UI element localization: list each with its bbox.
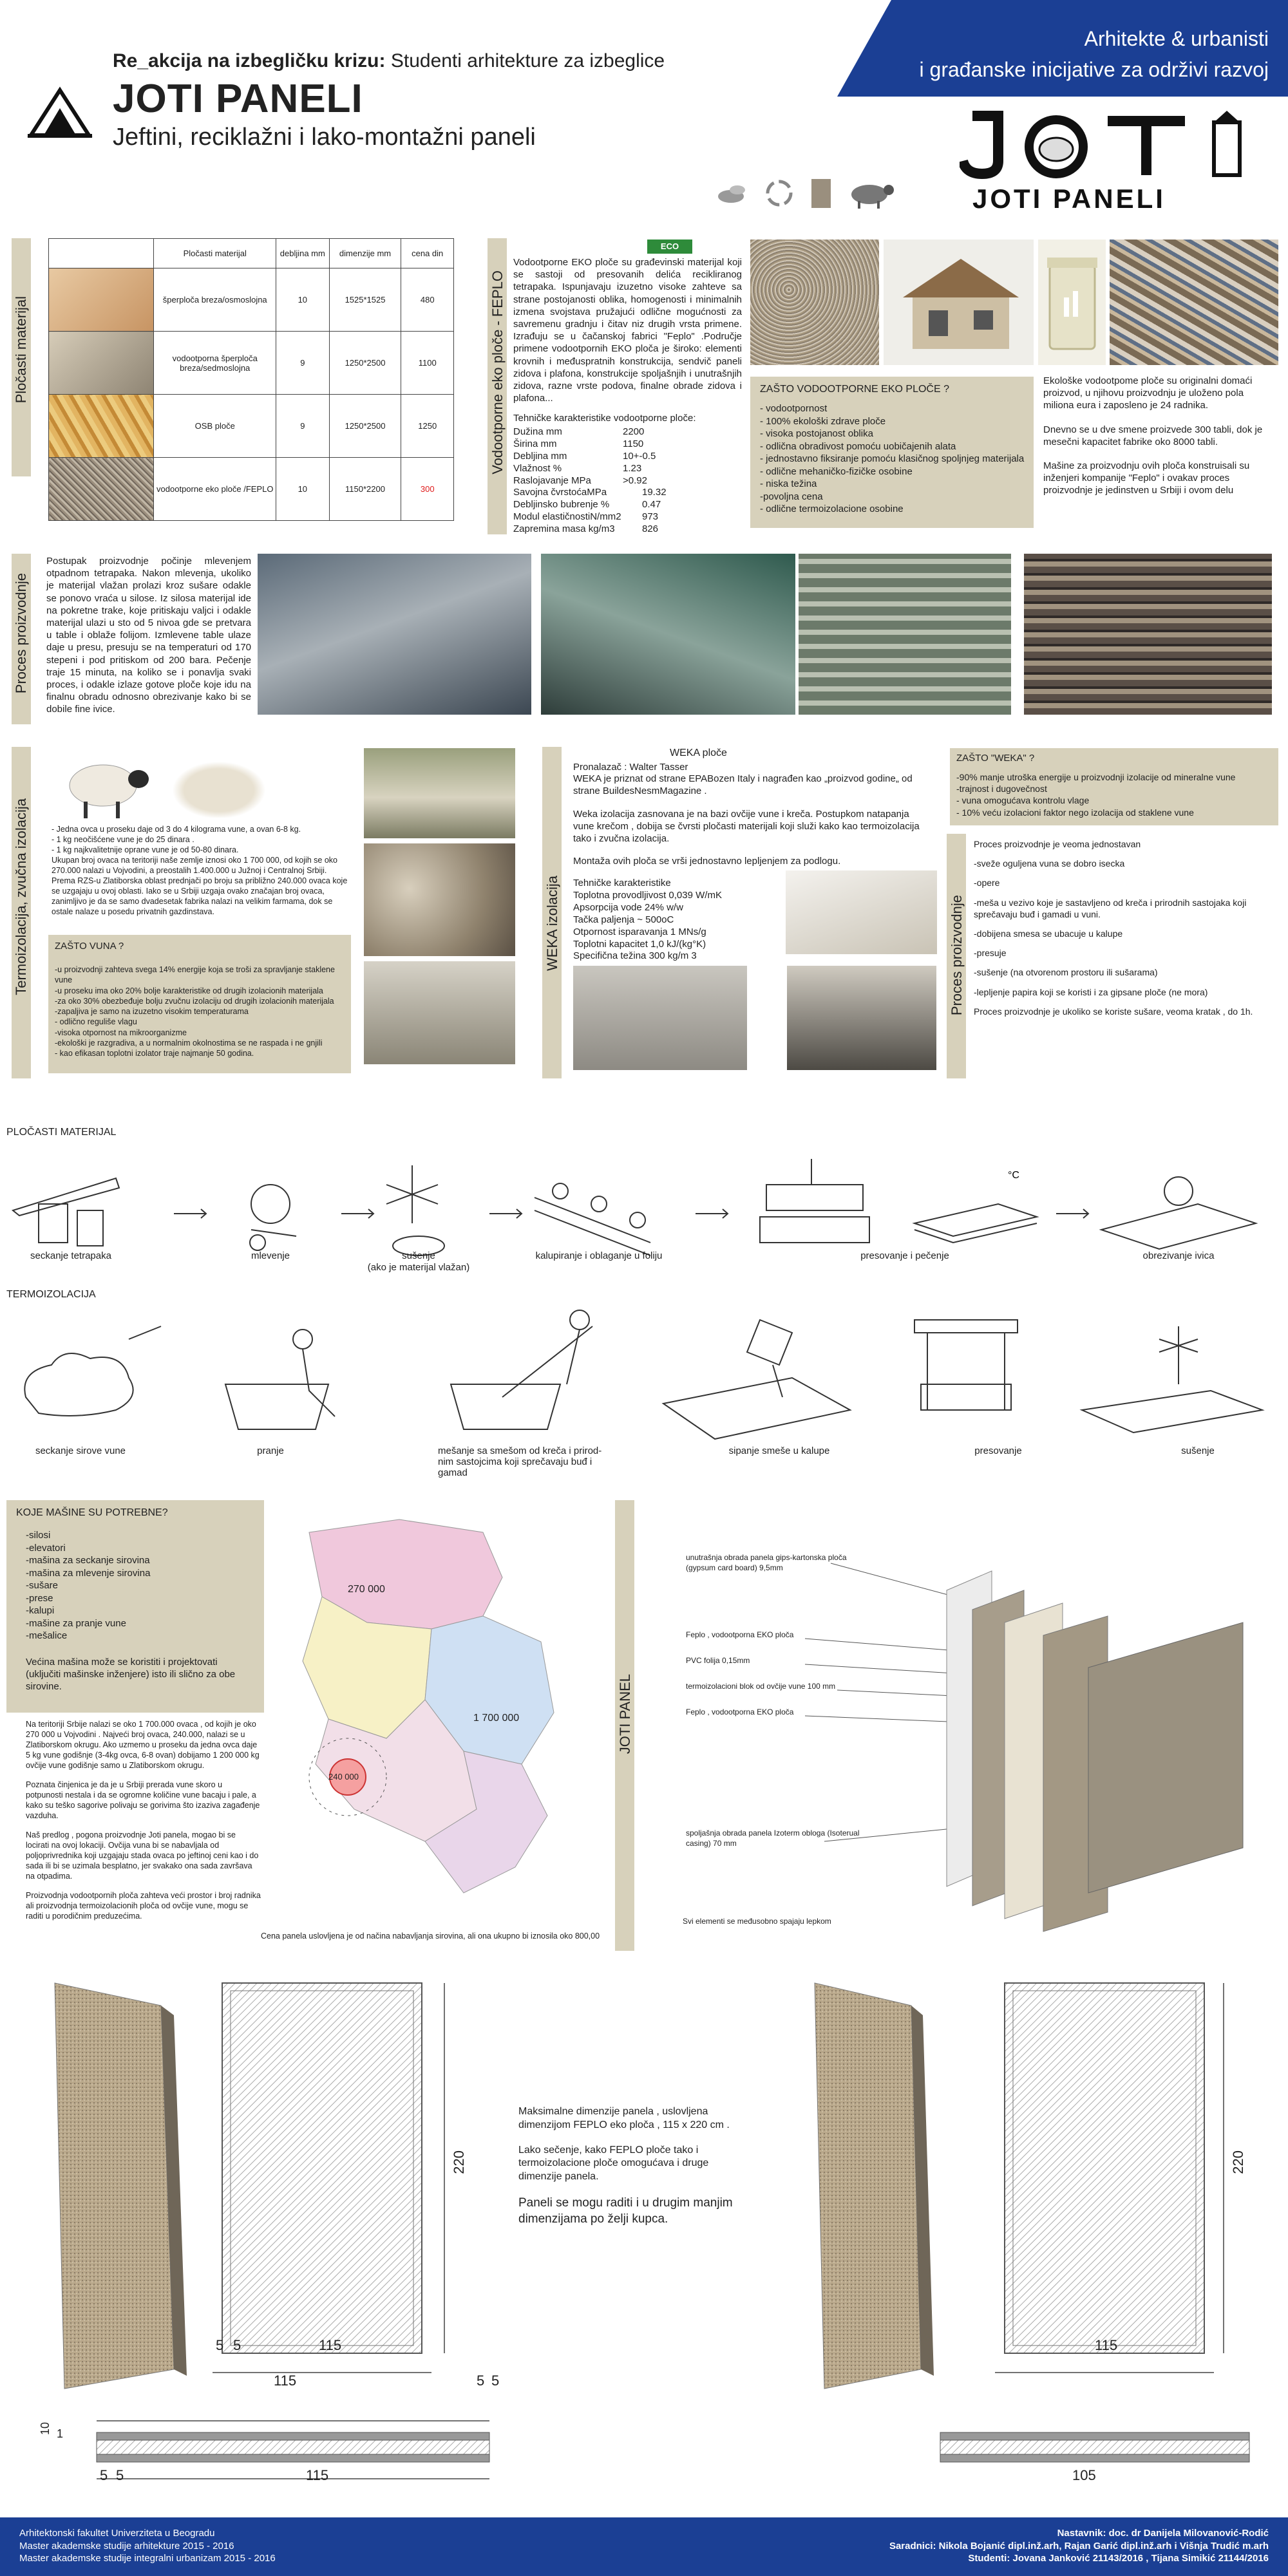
dim-label: 1: [57, 2427, 64, 2440]
serbia-map: [270, 1507, 618, 1925]
layer-label: PVC folija 0,15mm: [686, 1656, 750, 1665]
dim-label: 115: [319, 2337, 342, 2353]
list-item: Otpornost isparavanja 1 MNs/g: [573, 926, 706, 937]
stats-p1: Na teritoriji Srbije nalazi se oko 1 700.000 ovaca , od kojih je oko 270 000 u Vojvodini . Najveći broj ovaca, 240.000, nalazi se u Zlatiborskom okrugu. Ako uzmemo u proseku da jedna ovca daje 5 kg vune godišnje (3-4kg ovca, 6-8 ovan) dobijamo 1 200 000 kg ovčije vune godišnje samo u Zlatiborskom okrugu.: [26, 1720, 260, 1770]
dimensions-p2: Lako sečenje, kako FEPLO ploče tako i termoizolacione ploče omogućava i druge dimenzije panela.: [518, 2144, 709, 2183]
map-central-value: 1 700 000: [473, 1713, 520, 1724]
section1-label: Pločasti materijal: [13, 296, 29, 404]
stats-p4: Proizvodnja vodootpornih ploča zahteva veći prostor i broj radnika ali proizvodnja termoizolacionih ploča od ovčije vune, mogu se raditi u porodičnim preduzećima.: [26, 1891, 261, 1921]
press-icon: [914, 1320, 1018, 1410]
table-row: [49, 458, 454, 521]
footer-left-line: Master akademske studije arhitekture 2015 - 2016: [19, 2540, 234, 2552]
tech-row: Raslojavanje MPa >0.92: [513, 475, 647, 486]
tech-row: Debljinsko bubrenje % 0.47: [513, 499, 661, 511]
tech-row: Vlažnost % 1.23: [513, 462, 642, 474]
table-header-photo: [49, 239, 154, 268]
page-title: JOTI PANELI: [113, 77, 363, 121]
section3-label: Termoizolacija, zvučna izolacija: [13, 798, 29, 995]
dim-label: 105: [1072, 2467, 1096, 2483]
weka-why-title: ZAŠTO "WEKA" ?: [956, 753, 1035, 764]
saw-icon: [1101, 1177, 1256, 1249]
list-item: - 10% veću izolacioni faktor nego izolacija od staklene vune: [956, 807, 1194, 818]
dim-label: 5: [491, 2373, 500, 2389]
list-item: Specifična težina 300 kg/m 3: [573, 950, 697, 962]
feplo-tech-list: [513, 426, 742, 536]
header-line1-rest: Studenti arhitekture za izbeglice: [385, 50, 665, 71]
table-cell: 480: [401, 268, 454, 332]
list-item: -sušenje (na otvorenom prostoru ili sušarama): [974, 967, 1158, 978]
table-cell: 9: [276, 332, 330, 395]
table-cell: 9: [276, 395, 330, 458]
recycle-icon: [768, 182, 791, 205]
machines-list: [26, 1529, 258, 1642]
list-item: Toplotni kapacitet 1,0 kJ/(kg°K): [573, 938, 706, 950]
arrow-icon: [341, 1209, 374, 1218]
list-item: -mešalice: [26, 1630, 68, 1641]
sheep-flock-photo: [364, 748, 515, 838]
list-item: -ekološki je razgradiva, a u normalnim okolnostima se ne raspada i ne gnjili: [55, 1038, 323, 1048]
feplo-label: Vodootporne eko ploče - FEPLO: [489, 270, 506, 475]
footer-left-line: Arhitektonski fakultet Univerziteta u Beogradu: [19, 2528, 215, 2539]
why-list: [760, 402, 1027, 516]
feplo-board-photo: [750, 240, 879, 365]
dim-label: 10: [39, 2422, 52, 2436]
step-caption: mlevenje: [251, 1250, 290, 1261]
step-caption: sušenje: [402, 1250, 435, 1261]
map-vojvodina-value: 270 000: [348, 1584, 385, 1595]
tetrapak-waste-photo: [1110, 240, 1278, 365]
header-line1-bold: Re_akcija na izbegličku krizu:: [113, 50, 386, 71]
dim-label: 5: [100, 2467, 108, 2483]
table-cell: 1250*2500: [329, 395, 401, 458]
step-caption: mešanje sa smešom od kreča i prirod-nim sastojcima koji sprečavaju buđ i gamad: [438, 1445, 602, 1478]
dim-label: 220: [451, 2150, 467, 2174]
table-row: [49, 332, 454, 395]
tech-row: Debljina mm 10+-0.5: [513, 450, 656, 462]
layer-label: Feplo , vodootporna EKO ploča: [686, 1630, 794, 1639]
dryer-icon: [386, 1165, 444, 1255]
arrow-icon: [696, 1209, 728, 1218]
step-caption: kalupiranje i oblaganje u foliju: [535, 1250, 663, 1261]
materials-table: [48, 238, 454, 521]
layer-label: spoljašnja obrada panela Izoterm obloga (Isoterual casing) 70 mm: [686, 1829, 860, 1848]
banner-line1: Arhitekte & urbanisti: [1084, 27, 1269, 50]
arrow-icon: [1056, 1209, 1088, 1218]
panel-elevation-right: [1005, 1983, 1204, 2353]
banner-line2: i građanske inicijative za održivi razvoj: [919, 58, 1269, 81]
arrow-icon: [174, 1209, 206, 1218]
feplo-logo: ECO: [647, 240, 692, 254]
list-item: Apsorpcija vode 24% w/w: [573, 901, 683, 913]
list-item: -dobijena smesa se ubacuje u kalupe: [974, 928, 1123, 939]
osb-photo: [49, 395, 154, 458]
mixing-icon: [451, 1310, 592, 1429]
tech-row: Savojna čvrstoćaMPa 19.32: [513, 487, 667, 498]
tech-row: Modul elastičnostiN/mm2 973: [513, 511, 659, 523]
proc-label: Proces proizvodnje: [949, 895, 965, 1016]
list-item: -90% manje utroška energije u proizvodnji izolacije od mineralne vune: [956, 772, 1236, 782]
feplo-photo: [49, 458, 154, 521]
joti-logo-text: JOTI PANELI: [972, 183, 1166, 214]
sheep-photo: [58, 750, 155, 821]
arrow-icon: [489, 1209, 522, 1218]
joti-letters-icon: [960, 109, 1262, 180]
weka-p3: Montaža ovih ploča se vrši jednostavno lepljenjem za podlogu.: [573, 856, 841, 867]
steps2-title: TERMOIZOLACIJA: [6, 1289, 96, 1300]
plywood-photo: [49, 268, 154, 332]
weka-title: WEKA ploče: [670, 747, 727, 758]
list-item: - vuna omogućava kontrolu vlage: [956, 795, 1090, 806]
feplo-right-text: [1043, 375, 1275, 501]
list-item: - kao efikasan toplotni izolator traje najmanje 50 godina.: [55, 1049, 254, 1058]
tech-row: Širina mm 1150: [513, 438, 644, 449]
feplo-right-p2: Dnevno se u dve smene proizvede 300 tabli, dok je mesečni kapacitet fabrike oko 8000 tabli.: [1043, 424, 1263, 447]
drying-panel-icon: [1082, 1326, 1262, 1433]
list-item: - 1 kg neočišćene vune je do 25 dinara .: [52, 835, 194, 844]
weka-p1: WEKA je priznat od strane EPABozen Italy i nagrađen kao „proizvod godine„ od strane BuildesNesmMagazine .: [573, 773, 913, 797]
map-caption: Cena panela uslovljena je od načina nabavljanja sirovina, ali ona ukupno bi iznosila oko 800,00: [261, 1932, 600, 1941]
steps1-title: PLOČASTI MATERIJAL: [6, 1127, 117, 1138]
section2-text: Postupak proizvodnje počinje mlevenjem otpadnom tetrapaka. Nakon mlevenja, ukoliko je materijal vlažan prolazi kroz sušare odakle se ponovo vraća u silose. Iz silosa materijal ide na pokretne trake, koje pritiskaju valjci i odakle materijal ulazi u sto od 5 nivoa gde se pretvara u table i oblaže folijom. Izmlevene table ulaze daje u presu, presuju se na temperaturi od 170 stepeni i pod pritiskom od 200 bara. Pečenje traje 15 minuta, na koliko se i ponavlja svaki proces, i odakle izlaze gotove ploče koje idu na finalnu obradu odnosno obrezivanje kako bi se dobile fine ivice.: [46, 556, 251, 715]
layers-note: Svi elementi se međusobno spajaju lepkom: [683, 1917, 831, 1926]
joti-panel-label: JOTI PANEL: [617, 1674, 633, 1754]
step-caption: (ako je materijal vlažan): [367, 1262, 470, 1273]
table-row: [49, 268, 454, 332]
step-caption: presovanje: [974, 1445, 1022, 1456]
table-row: [49, 395, 454, 458]
table-header: debljina mm: [276, 239, 330, 268]
table-cell: 10: [276, 458, 330, 521]
list-item: -elevatori: [26, 1542, 66, 1554]
step-caption: pranje: [257, 1445, 284, 1456]
list-item: -mašine za pranje vune: [26, 1617, 126, 1629]
list-item: -kalupi: [26, 1605, 55, 1616]
weka-inventor: Pronalazač : Walter Tasser: [573, 762, 688, 773]
table-cell: OSB ploče: [154, 395, 276, 458]
panel-drawings: [0, 1970, 1288, 2505]
list-item: - 100% ekološki zdrave ploče: [760, 415, 886, 427]
map-zlatibor-value: 240 000: [328, 1772, 359, 1782]
panel-section-2: [940, 2432, 1249, 2440]
list-item: -mašina za mlevenje sirovina: [26, 1567, 151, 1579]
joti-logo: [960, 109, 1262, 214]
factory-photo-3: [799, 554, 1011, 715]
weka-installation-photo: [573, 966, 747, 1070]
recycle-bin-photo: [1038, 240, 1106, 365]
proc-list: [974, 838, 1276, 1017]
stats-p2: Poznata činjenica je da je u Srbiji prerada vune skoro u potpunosti nestala i da se ogromne količine vune bacaju i pale, a kako su teško sagorive polivaju se gorivima što izaziva zagađenje vazduha.: [26, 1780, 260, 1820]
list-item: -u proizvodnji zahteva svega 14% energije koja se troši za spravljanje staklene vune: [55, 965, 335, 985]
table-header-row: [49, 239, 454, 268]
list-item: Ukupan broj ovaca na teritoriji naše zemlje iznosi oko 1 700 000, od kojih se oko 270.000 nalazi u Vojvodini, a preostalih 1.400.000 u Južnoj i Centralnoj Srbiji. Prema RZS-u Zlatiborska oblast prednjači po broju sa približno 240.000 ovaca koje se uzgajaju u ovoj oblasti. Iako se u Srbiji uzgaja ovako značajan broj ovaca, zanimljivo je da se samo dvadesetak fabrika nalazi na velikim farmama, dok se ostale nalaze u posedu privatnih gazdinstava.: [52, 856, 348, 916]
factory-photo-4: [1024, 554, 1272, 715]
list-item: -meša u vezivo koje je sastavljeno od kreča i prirodnih sastojaka koji sprečavaju buđ i gamadi u vuni.: [974, 897, 1247, 919]
board-stack-icon: [914, 1204, 1037, 1243]
dim-label: 220: [1230, 2150, 1246, 2174]
step-caption: presovanje i pečenje: [860, 1250, 949, 1261]
list-item: -u proseku ima oko 20% bolje karakteristike od drugih izolacionih materijala: [55, 986, 323, 995]
layer-label: termoizolacioni blok od ovčije vune 100 mm: [686, 1682, 836, 1691]
step-caption: sipanje smeše u kalupe: [728, 1445, 830, 1456]
table-header: cena din: [401, 239, 454, 268]
wool-cutting-icon: [24, 1326, 161, 1416]
why-wool-list: [55, 964, 345, 1058]
house-model-photo: [884, 240, 1034, 365]
feplo-right-p1: Ekološke vodootpome ploče su originalni domaći proizvod, u njihovu proizvodnju je uloženo pola miliona eura i zaposleno je 24 radnika.: [1043, 375, 1253, 411]
panel-elevation-left: [222, 1983, 422, 2353]
dimensions-text: [518, 2105, 747, 2227]
layer-label: Feplo , vodootporna EKO ploča: [686, 1707, 794, 1716]
weka-tech-list: [573, 890, 779, 963]
wool-icon: [718, 185, 745, 203]
list-item: -zapaljiva je samo na izuzetno visokim temperaturama: [55, 1007, 249, 1016]
conveyor-icon: [535, 1183, 650, 1255]
table-cell: šperploča breza/osmoslojna: [154, 268, 276, 332]
footer-left-line: Master akademske studije integralni urbanizam 2015 - 2016: [19, 2553, 276, 2564]
machines-title: KOJE MAŠINE SU POTREBNE?: [16, 1507, 168, 1518]
raw-wool-photo: [164, 757, 274, 818]
table-header: dimenzije mm: [329, 239, 401, 268]
factory-photo-2: [541, 554, 795, 715]
pouring-icon: [663, 1320, 850, 1439]
sheep-icon: [851, 185, 894, 209]
waterproof-plywood-photo: [49, 332, 154, 395]
press-icon: [760, 1159, 869, 1243]
washing-tub-icon: [225, 1330, 335, 1429]
list-item: -visoka otpornost na mikroorganizme: [55, 1028, 187, 1037]
header: [0, 0, 1288, 219]
icon-row: [715, 174, 908, 212]
dim-label: 5: [216, 2337, 224, 2353]
list-item: Toplotna provodljivost 0,039 W/mK: [573, 890, 722, 901]
weka-tech-title: Tehničke karakteristike: [573, 878, 671, 888]
section2-label: Proces proizvodnje: [13, 573, 29, 694]
dimensions-p1: Maksimalne dimenzije panela , uslovljena dimenzijom FEPLO eko ploča , 115 x 220 cm .: [518, 2106, 730, 2130]
steps1-sketches: [0, 1140, 1288, 1268]
feplo-tech-title: Tehničke karakteristike vodootporne ploče:: [513, 413, 696, 424]
dim-label: 115: [1095, 2337, 1118, 2353]
list-item: -sveže ogulјena vuna se dobro isecka: [974, 858, 1125, 869]
table-cell-price: 300: [401, 458, 454, 521]
list-item: - vodootpornost: [760, 403, 828, 414]
table-cell: 1100: [401, 332, 454, 395]
house-logo-icon: [24, 84, 95, 142]
footer-right-line: Nastavnik: doc. dr Danijela Milovanović-Rodić: [1057, 2528, 1269, 2539]
table-cell: vodootporna šperploča breza/sedmoslojna: [154, 332, 276, 395]
stats-p3: Naš predlog , pogona proizvodnje Joti panela, mogao bi se locirati na ovoj lokaciji. Ovčija vuna bi se nabavljala od poljoprivrednika koji uzgajaju stada ovaca po jeftinoj ceni kao i do sada ili bi se uzimala besplatno, jer svakako ona sada završava na otpadima.: [26, 1830, 259, 1881]
list-item: Proces proizvodnje je ukoliko se koriste sušare, veoma kratak , do 1h.: [974, 1006, 1253, 1017]
footer-right-line: Saradnici: Nikola Bojanić dipl.inž.arh, Rajan Garić dipl.inž.arh i Višnja Trudić m.arh: [889, 2540, 1269, 2552]
table-header: Pločasti materijal: [154, 239, 276, 268]
board-icon: [811, 179, 831, 208]
list-item: Proces proizvodnje je veoma jednostavan: [974, 839, 1141, 849]
dim-label: 5: [116, 2467, 124, 2483]
panel-3d-right: [815, 1983, 921, 2389]
page-subtitle: Jeftini, reciklažni i lako-montažni paneli: [113, 124, 536, 151]
weka-label: WEKA izolacija: [544, 876, 560, 971]
list-item: -za oko 30% obezbeđuje bolju zvučnu izolaciju od drugih izolacionih materijala: [55, 996, 334, 1006]
knife-icon: [13, 1178, 119, 1246]
list-item: - Jedna ovca u proseku daje od 3 do 4 kilograma vune, a ovan 6-8 kg.: [52, 825, 301, 834]
list-item: - niska težina: [760, 478, 817, 489]
table-cell: 1250*2500: [329, 332, 401, 395]
table-cell: 1150*2200: [329, 458, 401, 521]
step-caption: seckanje sirove vune: [35, 1445, 126, 1456]
dim-label: 5: [233, 2337, 242, 2353]
steps2-sketches: [0, 1301, 1288, 1442]
step-caption: seckanje tetrapaka: [30, 1250, 111, 1261]
list-item: -povoljna cena: [760, 491, 823, 502]
list-item: -silosi: [26, 1530, 51, 1541]
list-item: -prese: [26, 1592, 53, 1604]
list-item: -mašina za seckanje sirovina: [26, 1555, 150, 1566]
list-item: -sušare: [26, 1580, 59, 1591]
list-item: - visoka postojanost oblika: [760, 428, 873, 439]
weka-inventor-photo: [787, 966, 936, 1070]
table-cell: 1525*1525: [329, 268, 401, 332]
table-cell: 10: [276, 268, 330, 332]
temp-label: °C: [1008, 1170, 1019, 1181]
panel-3d-left: [55, 1983, 174, 2389]
weka-board-photo: [786, 870, 937, 954]
list-item: -lepljenje papira koji se koristi i za gipsane ploče (ne mora): [974, 986, 1208, 997]
weka-p2: Weka izolacija zasnovana je na bazi ovčije vune i kreča. Postupkom natapanja vune krečom , dobija se čvrsti pločasti materijali koji služi kako kao termoizolacija tako i zvučna izolacija.: [573, 809, 920, 845]
list-item: - odlično reguliše vlagu: [55, 1017, 137, 1027]
dim-label: 115: [306, 2467, 329, 2483]
list-item: - odlične mehaničko-fizičke osobine: [760, 465, 913, 477]
step-caption: obrezivanje ivica: [1142, 1250, 1215, 1261]
layer-label: unutrašnja obrada panela gips-kartonska ploča (gypsum card board) 9,5mm: [686, 1553, 847, 1572]
list-item: -trajnost i dugovečnost: [956, 784, 1047, 794]
footer-right-line: Studenti: Jovana Janković 21143/2016 , Tijana Simikić 21144/2016: [968, 2553, 1269, 2564]
tech-row: Zapremina masa kg/m3 826: [513, 523, 659, 535]
why-title: ZAŠTO VODOOTPORNE EKO PLOČE ?: [760, 384, 949, 395]
table-cell: vodootporne eko ploče /FEPLO: [154, 458, 276, 521]
list-item: - 1 kg najkvalitetnije oprane vune je od 50-80 dinara.: [52, 845, 239, 854]
feplo-right-p3: Mašine za proizvodnju ovih ploča konstruisali su inženjeri kompanije "Feplo" i ovakav proces proizvodnje je jedinstven u Srbiji i ovom delu: [1043, 460, 1250, 496]
list-item: - odlične termoizolacione osobine: [760, 503, 904, 514]
list-item: Tačka paljenja ~ 500oC: [573, 914, 674, 925]
list-item: - odlična obradivost pomoću uobičajenih alata: [760, 440, 956, 452]
dimensions-p3: Paneli se mogu raditi i u drugim manjim dimenzijama po želji kupca.: [518, 2195, 733, 2226]
step-caption: sušenje: [1181, 1445, 1215, 1456]
wool-pile-photo: [364, 843, 515, 956]
dim-label: 5: [477, 2373, 485, 2389]
factory-photo-1: [258, 554, 531, 715]
sheep-stats-text: [26, 1719, 261, 1921]
footer-right: [708, 2527, 1269, 2565]
grinder-icon: [250, 1185, 296, 1250]
list-item: -opere: [974, 878, 1000, 888]
machines-note: Većina mašina može se koristiti i projektovati (uključiti mašinske inženjere) isto ili slično za obe sirovine.: [26, 1657, 236, 1693]
tech-row: Dužina mm 2200: [513, 426, 645, 437]
table-cell: 1250: [401, 395, 454, 458]
weka-why-list: [956, 771, 1272, 818]
sheep-text: [52, 824, 348, 917]
materials-table-wrap: [48, 238, 454, 521]
list-item: -presuje: [974, 948, 1007, 959]
list-item: - jednostavno fiksiranje pomoću klasičnog spoljnjeg materijala: [760, 453, 1025, 464]
wool-drying-photo: [364, 961, 515, 1064]
why-wool-title: ZAŠTO VUNA ?: [55, 941, 124, 952]
feplo-description: Vodootporne EKO ploče su građevinski materijal koji se sastoji od presovanih delića recikliranog tetrapaka. Ispunjavaju izuzetno visoke zahteve sa strane postojanosti oblika, homogenosti i minimalnih izmena svojstava pružajući odlične mogućnosti za savremenu gradnju i čitav niz drugih vrsta primene. Izrađuju se u čačanskoj fabrici "Feplo" .Područje primene vodootpornih EKO ploča je široko: elementi krovnih i međuspratnih konstrukcija, sendvič paneli zidova i plafona, konstrukcije spoljašnjih i unutrašnjih zidova, razne vrste podova, finalne obrade zidova i plafona...: [513, 257, 742, 404]
panel-section-1: [97, 2432, 489, 2440]
dim-label: 115: [274, 2373, 297, 2389]
header-line1: [113, 50, 665, 72]
footer-left: [19, 2527, 535, 2565]
